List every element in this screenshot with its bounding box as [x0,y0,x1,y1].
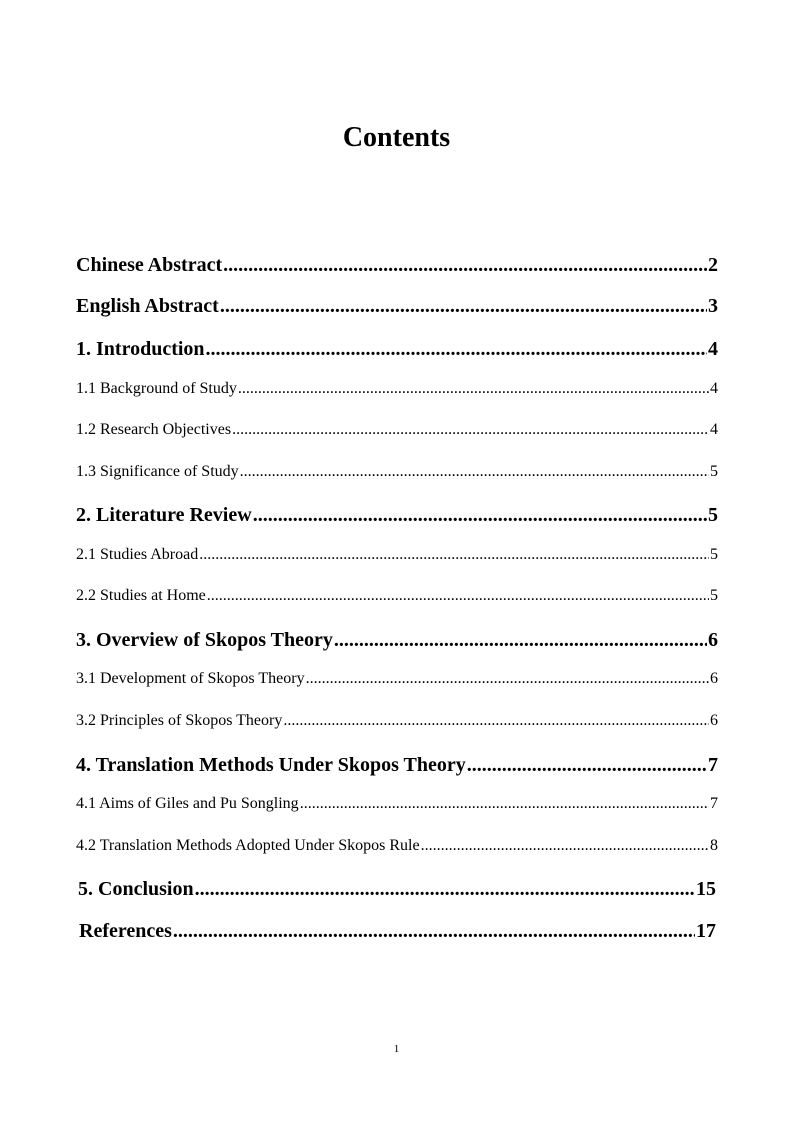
toc-entry-label: 1.3 Significance of Study [76,463,239,480]
toc-entry-literature-review[interactable] [76,502,718,528]
toc-entry-studies-abroad[interactable] [76,544,718,566]
toc-entry-page: 6 [710,712,718,729]
dot-leader [207,585,709,607]
toc-entry-page: 5 [710,587,718,604]
toc-entry-significance-of-study[interactable] [76,461,718,483]
toc-entry-background-of-study[interactable] [76,378,718,400]
toc-entry-page: 5 [710,463,718,480]
toc-entry-overview-of-skopos-theory[interactable] [76,627,718,653]
toc-entry-page: 7 [710,795,718,812]
dot-leader [238,378,709,400]
toc-entry-page: 2 [708,254,718,276]
toc-entry-page: 6 [710,670,718,687]
toc-entry-page: 3 [708,295,718,317]
dot-leader [306,668,709,690]
toc-entry-label: 3.2 Principles of Skopos Theory [76,712,283,729]
dot-leader [199,544,709,566]
toc-entry-label: 5. Conclusion [78,878,194,900]
toc-entry-studies-at-home[interactable] [76,585,718,607]
toc-entry-page: 4 [710,421,718,438]
toc-entry-label: 4.2 Translation Methods Adopted Under Skopos Rule [76,837,420,854]
toc-entry-label: 4.1 Aims of Giles and Pu Songling [76,795,299,812]
toc-entry-aims-of-giles-and-pu-songling[interactable] [76,793,718,815]
dot-leader [195,876,695,902]
toc-entry-development-of-skopos-theory[interactable] [76,668,718,690]
toc-entry-label: English Abstract [76,295,219,317]
dot-leader [240,461,709,483]
toc-entry-page: 7 [708,754,718,776]
dot-leader [467,752,707,778]
toc-entry-introduction[interactable] [76,336,718,362]
toc-entry-label: 1. Introduction [76,338,205,360]
dot-leader [253,502,707,528]
toc-entry-page: 8 [710,837,718,854]
toc-entry-references[interactable] [79,918,716,944]
dot-leader [223,252,707,278]
dot-leader [206,336,707,362]
toc-entry-english-abstract[interactable] [76,293,718,319]
toc-entry-research-objectives[interactable] [76,419,718,441]
toc-entry-page: 6 [708,629,718,651]
dot-leader [300,793,709,815]
footer-page-number: 1 [393,1043,400,1055]
toc-entry-page: 5 [710,546,718,563]
dot-leader [283,710,709,732]
toc-entry-translation-methods[interactable] [76,752,718,778]
toc-entry-chinese-abstract[interactable] [76,252,718,278]
toc-entry-page: 4 [710,380,718,397]
dot-leader [232,419,709,441]
dot-leader [220,293,707,319]
toc-entry-label: 2.1 Studies Abroad [76,546,199,563]
toc-entry-page: 17 [696,920,716,942]
toc-entry-page: 4 [708,338,718,360]
dot-leader [334,627,707,653]
page-title: Contents [342,122,451,153]
toc-entry-label: 3. Overview of Skopos Theory [76,629,333,651]
toc-entry-translation-methods-adopted[interactable] [76,835,718,857]
toc-entry-label: 2.2 Studies at Home [76,587,206,604]
toc-entry-principles-of-skopos-theory[interactable] [76,710,718,732]
dot-leader [421,835,709,857]
toc-entry-label: 3.1 Development of Skopos Theory [76,670,305,687]
toc-entry-label: 4. Translation Methods Under Skopos Theory [76,754,466,776]
toc-entry-label: 1.2 Research Objectives [76,421,232,438]
toc-entry-label: References [79,920,172,942]
toc-entry-page: 5 [708,504,718,526]
dot-leader [173,918,695,944]
toc-entry-conclusion[interactable] [78,876,716,902]
toc-entry-page: 15 [696,878,716,900]
toc-entry-label: 2. Literature Review [76,504,252,526]
toc-entry-label: Chinese Abstract [76,254,223,276]
toc-entry-label: 1.1 Background of Study [76,380,237,397]
